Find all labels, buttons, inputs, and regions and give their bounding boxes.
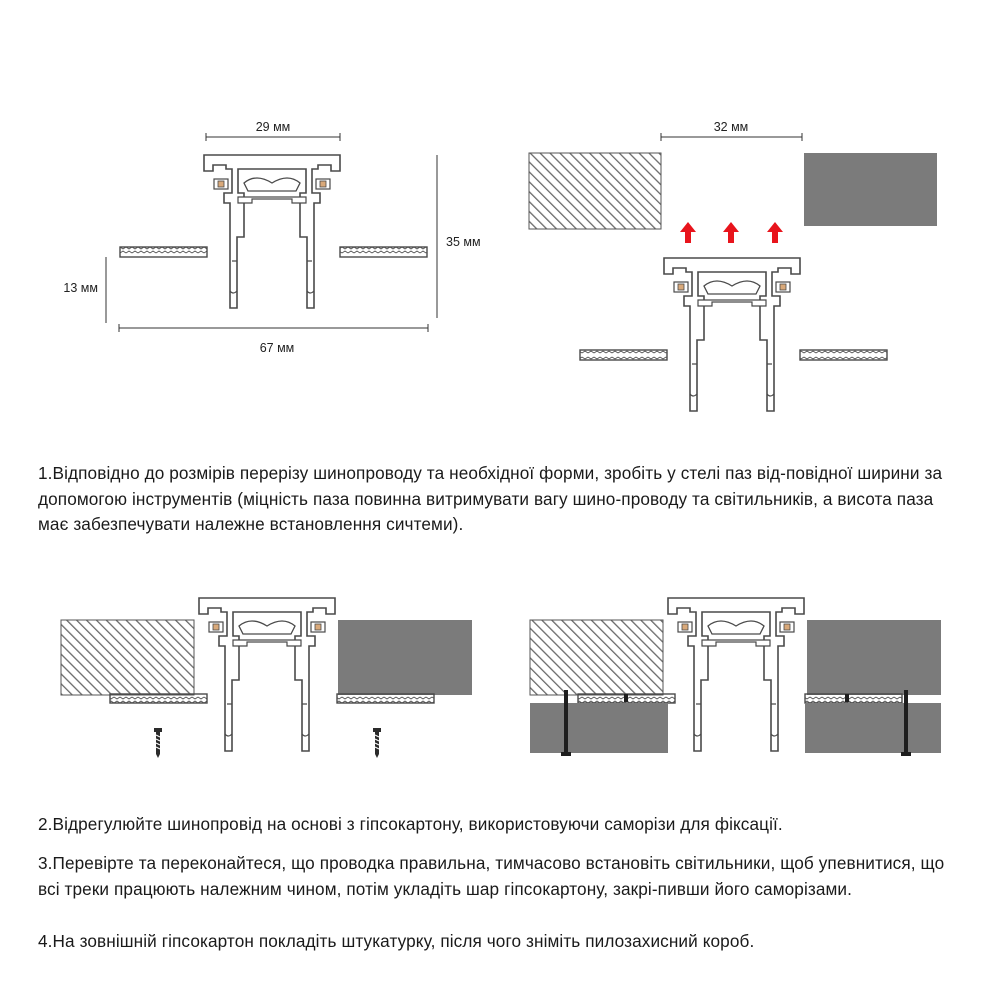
bottom-left-mounting	[61, 598, 472, 758]
instruction-step-4: 4.На зовнішній гіпсокартон покладіть штукатурку, після чого зніміть пилозахисний короб.	[38, 931, 755, 951]
dimension-35mm: 35 мм	[446, 235, 481, 249]
right-flange	[805, 694, 902, 703]
right-flange	[340, 247, 427, 257]
track-profile	[664, 258, 800, 411]
hatched-ceiling-panel	[530, 620, 663, 695]
track-profile	[199, 598, 335, 751]
drywall-right	[805, 703, 941, 753]
left-flange	[580, 350, 667, 360]
screw-icon	[154, 728, 162, 758]
dimension-29mm: 29 мм	[255, 120, 291, 134]
track-profile	[668, 598, 804, 751]
drywall-left	[530, 703, 668, 753]
up-arrow-icon	[680, 222, 783, 243]
hatched-ceiling-panel	[61, 620, 194, 695]
left-flange	[120, 247, 207, 257]
right-flange	[337, 694, 434, 703]
instruction-step-1: 1.Відповідно до розмірів перерізу шинопроводу та необхідної форми, зробіть у стелі паз від-повідної ширини за допомогою інструментів (міцність паза повинна витримувати вагу шино-проводу та світильників, а висота паза має забезпечувати належне встановлення сичтеми).	[38, 463, 943, 534]
bottom-right-drywall	[530, 598, 941, 756]
dimension-67mm: 67 мм	[259, 341, 295, 355]
solid-ceiling-panel	[804, 153, 937, 226]
instruction-step-2: 2.Відрегулюйте шинопровід на основі з гіпсокартону, використовуючи саморізи для фіксації.	[38, 814, 783, 834]
solid-ceiling-panel	[807, 620, 941, 695]
hatched-ceiling-panel	[529, 153, 661, 229]
top-left-cross-section	[63, 120, 480, 355]
top-right-insertion	[529, 120, 937, 411]
dimension-13mm: 13 мм	[63, 281, 98, 295]
screw-icon	[373, 728, 381, 758]
left-flange	[110, 694, 207, 703]
solid-ceiling-panel	[338, 620, 472, 695]
dimension-32mm: 32 мм	[713, 120, 749, 134]
track-profile	[204, 155, 340, 308]
right-flange	[800, 350, 887, 360]
instruction-step-3: 3.Перевірте та переконайтеся, що проводка правильна, тимчасово встановіть світильники, щоб упевнитися, що всі треки працюють належним чином, потім укладіть шар гіпсокартону, закрі-пивши його саморізами.	[38, 853, 945, 899]
